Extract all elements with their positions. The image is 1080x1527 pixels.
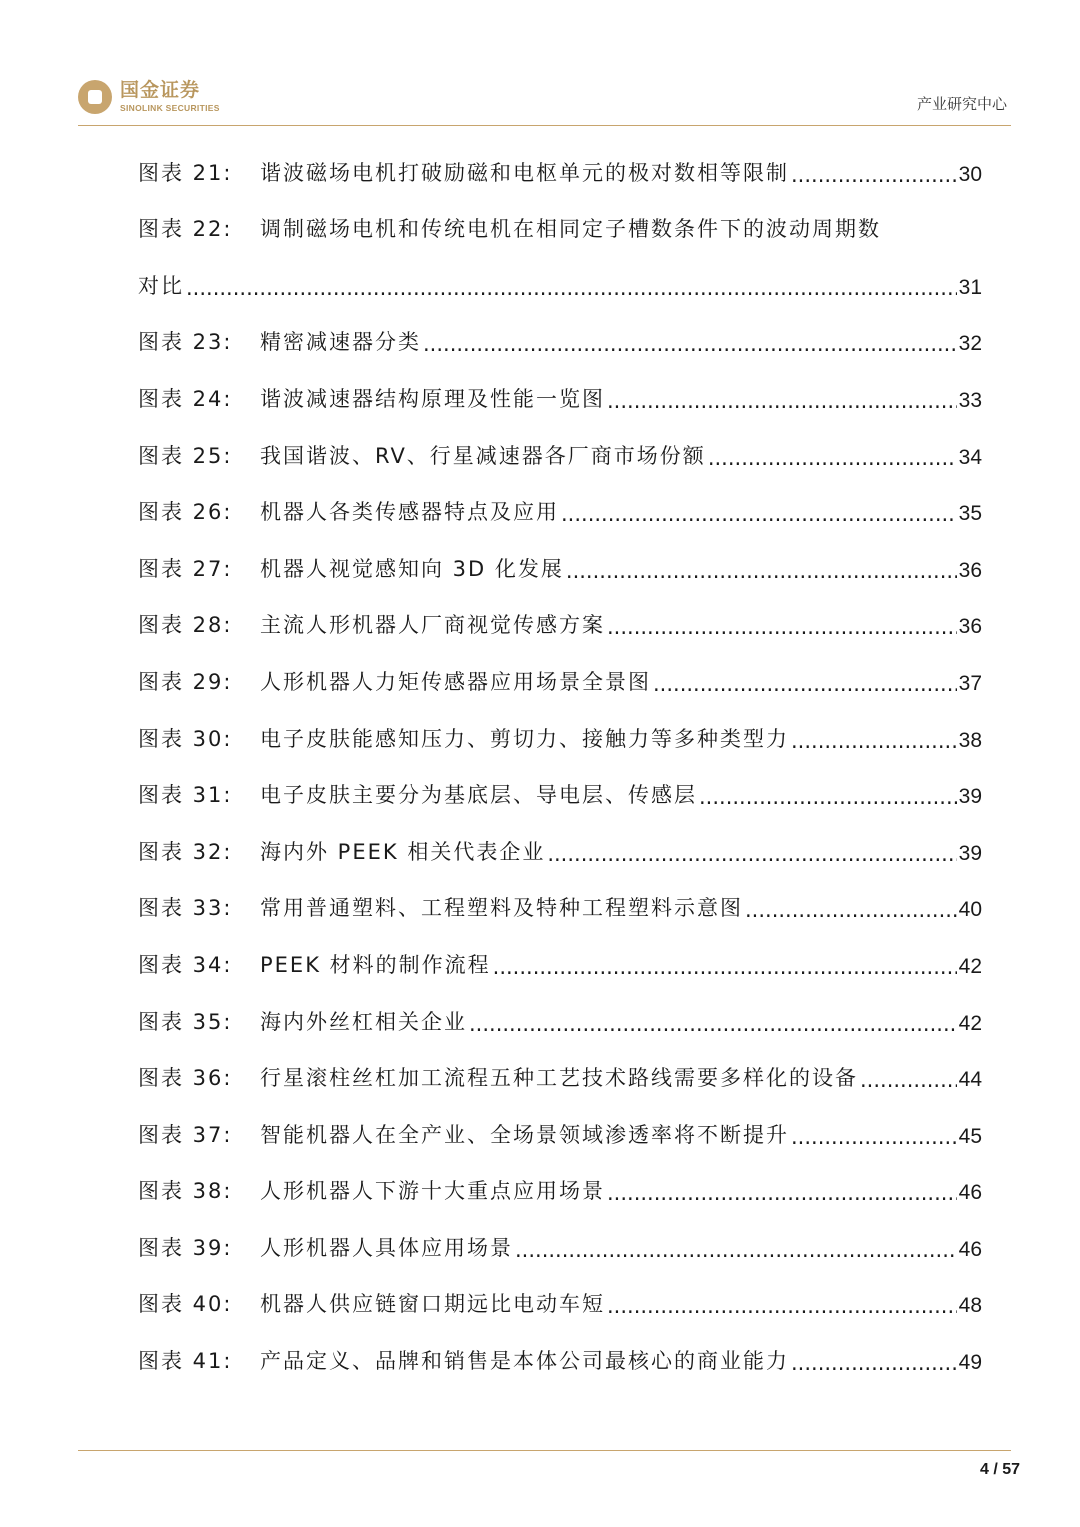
toc-entry-page: 30: [958, 162, 982, 186]
toc-leader-dots: [607, 1294, 957, 1318]
page-header: [0, 0, 1080, 130]
toc-entry[interactable]: [138, 1318, 982, 1375]
toc-leader-dots: [423, 332, 957, 356]
page-number: 4 / 57: [979, 1461, 1020, 1478]
company-logo: [78, 80, 220, 114]
toc-entry-page: 31: [958, 275, 982, 299]
toc-entry-title: 主流人形机器人厂商视觉传感方案: [260, 613, 605, 638]
toc-leader-dots: [561, 502, 957, 526]
toc-entry-label: 图表 32:: [138, 839, 233, 864]
toc-entry-title: PEEK 材料的制作流程: [260, 952, 491, 977]
toc-entry-title: 行星滚柱丝杠加工流程五种工艺技术路线需要多样化的设备: [260, 1066, 858, 1091]
toc-entry[interactable]: [138, 1262, 982, 1319]
toc-entry-page: 37: [958, 671, 982, 695]
toc-leader-dots: [791, 1125, 957, 1149]
table-of-figures: [138, 130, 982, 1375]
toc-entry-title: 海内外 PEEK 相关代表企业: [260, 839, 546, 864]
toc-leader-dots: [186, 276, 957, 300]
toc-entry[interactable]: [138, 243, 982, 300]
toc-entry-page: 32: [958, 332, 982, 356]
toc-entry-page: 46: [958, 1181, 982, 1205]
toc-entry-page: 46: [958, 1237, 982, 1261]
toc-entry-page: 38: [958, 728, 982, 752]
header-divider: [78, 125, 1011, 126]
toc-entry-title: 产品定义、品牌和销售是本体公司最核心的商业能力: [260, 1349, 789, 1374]
toc-entry-label: 图表 30:: [138, 726, 233, 751]
toc-leader-dots: [566, 559, 957, 583]
toc-entry-title: 人形机器人力矩传感器应用场景全景图: [260, 669, 651, 694]
toc-entry[interactable]: [138, 866, 982, 923]
toc-entry-label: 图表 27:: [138, 556, 233, 581]
toc-entry-title: 机器人视觉感知向 3D 化发展: [260, 556, 564, 581]
toc-entry-title: 电子皮肤能感知压力、剪切力、接触力等多种类型力: [260, 726, 789, 751]
department-label: 产业研究中心: [916, 95, 1007, 113]
toc-leader-dots: [607, 1181, 957, 1205]
toc-entry[interactable]: [138, 1092, 982, 1149]
toc-entry-title: 对比: [138, 273, 184, 298]
toc-entry-title: 电子皮肤主要分为基底层、导电层、传感层: [260, 783, 697, 808]
toc-entry-title: 精密减速器分类: [260, 330, 421, 355]
toc-entry-label: 图表 39:: [138, 1235, 233, 1260]
toc-entry[interactable]: [138, 639, 982, 696]
toc-entry-title: 我国谐波、RV、行星减速器各厂商市场份额: [260, 443, 706, 468]
toc-entry-label: 图表 29:: [138, 669, 233, 694]
logo-icon: [78, 80, 112, 114]
toc-entry[interactable]: [138, 187, 982, 244]
toc-entry-page: 36: [958, 615, 982, 639]
toc-entry-title: 谐波磁场电机打破励磁和电枢单元的极对数相等限制: [260, 160, 789, 185]
toc-entry-label: 图表 38:: [138, 1179, 233, 1204]
toc-entry-label: 图表 22:: [138, 217, 233, 242]
toc-entry[interactable]: [138, 300, 982, 357]
toc-entry-page: 40: [958, 898, 982, 922]
toc-entry-page: 44: [958, 1068, 982, 1092]
toc-leader-dots: [547, 842, 956, 866]
toc-entry-label: 图表 21:: [138, 160, 233, 185]
toc-entry-label: 图表 40:: [138, 1292, 233, 1317]
toc-entry-label: 图表 23:: [138, 330, 233, 355]
toc-entry-label: 图表 41:: [138, 1349, 233, 1374]
toc-entry-label: 图表 31:: [138, 783, 233, 808]
logo-english-name: SINOLINK SECURITIES: [120, 103, 220, 114]
logo-chinese-name: 国金证券: [120, 79, 201, 102]
toc-entry[interactable]: [138, 526, 982, 583]
toc-entry-page: 42: [958, 1011, 982, 1035]
toc-entry[interactable]: [138, 1036, 982, 1093]
toc-entry[interactable]: [138, 809, 982, 866]
toc-entry[interactable]: [138, 696, 982, 753]
toc-entry-title: 人形机器人具体应用场景: [260, 1235, 513, 1260]
toc-entry-title: 机器人各类传感器特点及应用: [260, 500, 559, 525]
toc-entry-label: 图表 36:: [138, 1066, 233, 1091]
toc-entry-label: 图表 34:: [138, 952, 233, 977]
toc-entry[interactable]: [138, 979, 982, 1036]
toc-leader-dots: [791, 729, 957, 753]
toc-leader-dots: [745, 898, 957, 922]
toc-leader-dots: [791, 163, 957, 187]
toc-leader-dots: [860, 1068, 957, 1092]
toc-entry-page: 45: [958, 1124, 982, 1148]
toc-leader-dots: [607, 389, 957, 413]
toc-leader-dots: [708, 446, 957, 470]
toc-leader-dots: [791, 1351, 957, 1375]
toc-leader-dots: [607, 615, 957, 639]
toc-entry-label: 图表 33:: [138, 896, 233, 921]
toc-entry-page: 39: [958, 841, 982, 865]
toc-leader-dots: [469, 1012, 957, 1036]
toc-entry-page: 36: [958, 558, 982, 582]
toc-entry-page: 48: [958, 1294, 982, 1318]
toc-entry-page: 49: [958, 1351, 982, 1375]
toc-entry-page: 39: [958, 785, 982, 809]
toc-entry[interactable]: [138, 583, 982, 640]
toc-entry-label: 图表 25:: [138, 443, 233, 468]
toc-entry-page: 33: [958, 388, 982, 412]
footer-divider: [78, 1450, 1011, 1451]
toc-entry-label: 图表 24:: [138, 386, 233, 411]
toc-leader-dots: [493, 955, 957, 979]
toc-leader-dots: [699, 785, 957, 809]
toc-entry-title: 智能机器人在全产业、全场景领域渗透率将不断提升: [260, 1122, 789, 1147]
toc-entry-page: 34: [958, 445, 982, 469]
toc-entry-page: 35: [958, 502, 982, 526]
toc-entry[interactable]: [138, 922, 982, 979]
toc-entry-page: 42: [958, 954, 982, 978]
toc-entry-title: 海内外丝杠相关企业: [260, 1009, 467, 1034]
toc-leader-dots: [653, 672, 957, 696]
toc-entry-label: 图表 26:: [138, 500, 233, 525]
toc-entry[interactable]: [138, 413, 982, 470]
toc-entry-title: 谐波减速器结构原理及性能一览图: [260, 386, 605, 411]
toc-entry-title: 常用普通塑料、工程塑料及特种工程塑料示意图: [260, 896, 743, 921]
toc-entry-label: 图表 35:: [138, 1009, 233, 1034]
toc-entry-label: 图表 28:: [138, 613, 233, 638]
toc-entry[interactable]: [138, 356, 982, 413]
toc-entry-label: 图表 37:: [138, 1122, 233, 1147]
toc-entry[interactable]: [138, 753, 982, 810]
toc-leader-dots: [515, 1238, 957, 1262]
toc-entry[interactable]: [138, 470, 982, 527]
toc-entry-title: 人形机器人下游十大重点应用场景: [260, 1179, 605, 1204]
toc-entry-title: 调制磁场电机和传统电机在相同定子槽数条件下的波动周期数: [260, 217, 881, 242]
toc-entry-title: 机器人供应链窗口期远比电动车短: [260, 1292, 605, 1317]
toc-entry[interactable]: [138, 1149, 982, 1206]
toc-entry[interactable]: [138, 1205, 982, 1262]
toc-entry[interactable]: [138, 130, 982, 187]
